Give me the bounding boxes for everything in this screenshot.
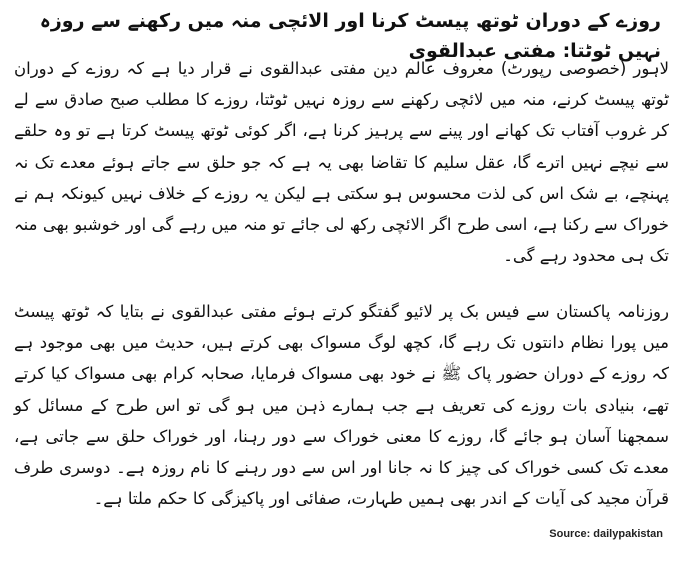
source-credit: Source: dailypakistan	[549, 528, 663, 540]
article-paragraph-2: روزنامہ پاکستان سے فیس بک پر لائیو گفتگو کرتے ہوئے مفتی عبدالقوی نے بتایا کہ ٹوتھ پیسٹ میں پورا نظام دانتوں تک رہے گا، کچھ لوگ مسواک بھی کرتے ہیں، حدیث میں بھی موجود ہے کہ روزے کے دوران حضور پاک ﷺ نے خود بھی مسواک فرمایا، صحابہ کرام بھی مسواک کیا کرتے تھے، بنیادی بات روزے کی تعریف ہے جب ہمارے ذہن میں ہو گی تو اس طرح کے مسائل کو سمجھنا آسان ہو جائے گا، روزے کا معنی خوراک سے دور رہنا، اور خوراک حلق سے جاتی ہے، معدے تک کسی خوراک کی چیز کا نہ جانا اور اس سے دور رہنے کا نام روزہ ہے۔ دوسری طرف قرآن مجید کی آیات کے اندر بھی ہمیں طہارت، صفائی اور پاکیزگی کا حکم ملتا ہے۔	[14, 302, 669, 509]
article-headline: روزے کے دوران ٹوتھ پیسٹ کرنا اور الائچی منہ میں رکھنے سے روزہ نہیں ٹوٹتا: مفتی عبدالقوی	[39, 10, 661, 62]
article-paragraph-1: لاہور (خصوصی رپورٹ) معروف عالم دین مفتی عبدالقوی نے قرار دیا ہے کہ روزے کے دوران ٹوتھ پیسٹ کرنے، منہ میں لائچی رکھنے سے روزہ نہیں ٹوٹتا، روزے کا مطلب صبح صادق سے لے کر غروب آفتاب تک کھانے اور پینے سے پرہیز کرنا ہے، اگر کوئی ٹوتھ پیسٹ کرتا ہے تو وہ حلقے سے نیچے نہیں اترے گا، عقل سلیم کا تقاضا بھی یہ ہے کہ جو حلق سے جاتے ہوئے معدے تک نہ پہنچے، بے شک اس کی لذت محسوس ہو سکتی ہے لیکن یہ روزے کے خلاف نہیں کیونکہ ہم نے خوراک سے رکنا ہے، اسی طرح اگر الائچی رکھ لی جائے تو منہ میں رہے گی اور خوشبو بھی منہ تک ہی محدود رہے گی۔	[14, 59, 669, 266]
